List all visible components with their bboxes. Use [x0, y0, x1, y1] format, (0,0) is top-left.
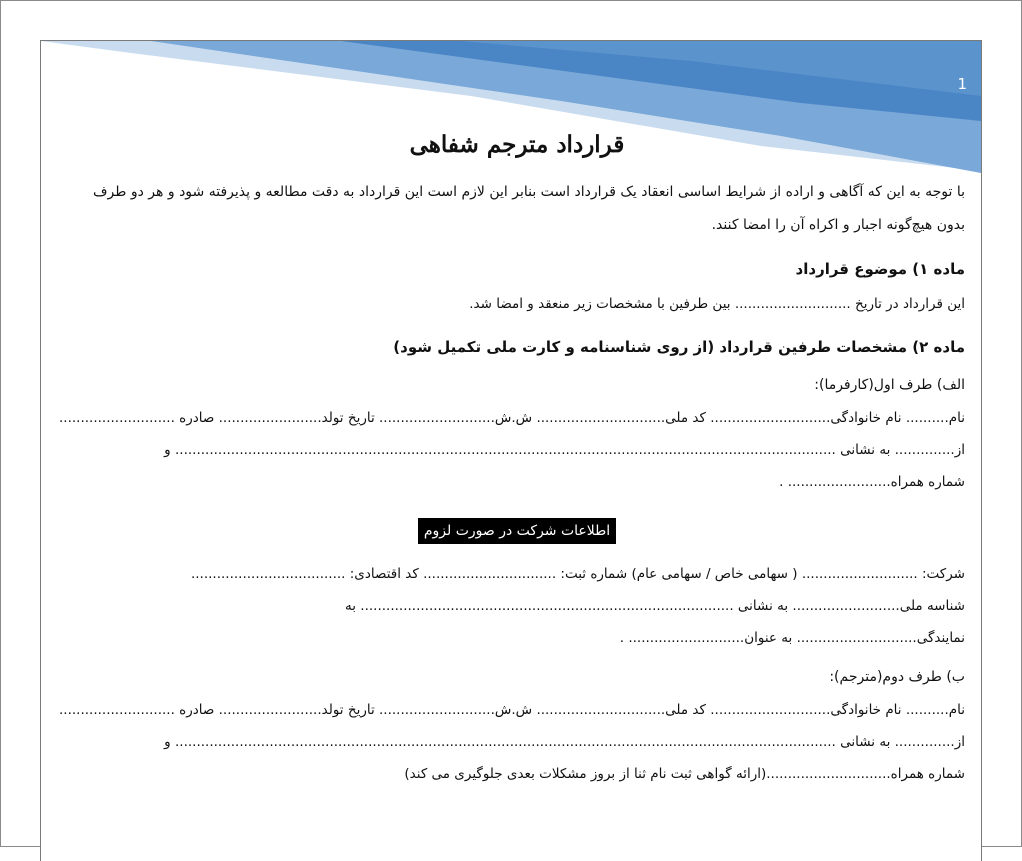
- party2-label: ب) طرف دوم(مترجم):: [829, 669, 965, 685]
- party1-name-field[interactable]: نام..........: [905, 410, 965, 426]
- article1-heading: ماده ۱) موضوع قرارداد: [795, 260, 965, 278]
- party1-family-field[interactable]: نام خانوادگی............................: [710, 410, 902, 426]
- party1-label: الف) طرف اول(کارفرما):: [814, 377, 965, 393]
- party1-row3: [69, 466, 965, 498]
- party1-birthdate-field[interactable]: تاریخ تولد........................: [218, 410, 375, 426]
- party2-row3: [69, 758, 965, 790]
- company-title-field[interactable]: به عنوان...........................: [628, 630, 793, 646]
- company-section-label-wrap: [69, 518, 965, 544]
- company-row1: [69, 558, 965, 590]
- article1-text: [69, 288, 965, 320]
- party1-mobile-field[interactable]: شماره همراه........................ .: [779, 474, 965, 490]
- party1-address-field[interactable]: ..........................................................................................................................................................: [174, 442, 836, 458]
- party1-issued-field[interactable]: صادره ...........................: [59, 410, 215, 426]
- party2-from-address-label: از.............. به نشانی: [840, 734, 965, 750]
- party1-row2: [69, 434, 965, 466]
- company-reg-number-field[interactable]: ( سهامی خاص / سهامی عام) شماره ثبت: ...............................: [423, 566, 798, 582]
- party1-national-code-field[interactable]: کد ملی..............................: [536, 410, 706, 426]
- article2-heading: ماده ۲) مشخصات طرفین قرارداد (از روی شناسنامه و کارت ملی تکمیل شود): [393, 338, 965, 356]
- party1-row2-end: و: [164, 442, 171, 458]
- company-name-field[interactable]: شرکت: ...........................: [801, 566, 965, 582]
- party1-row1: [59, 402, 965, 434]
- article1-text-b: بین طرفین با مشخصات زیر منعقد و امضا شد.: [469, 296, 735, 312]
- party2-row2-end: و: [164, 734, 171, 750]
- company-row2-end: به: [344, 598, 356, 614]
- company-national-id-field[interactable]: شناسه ملی.........................: [792, 598, 965, 614]
- article1-date-blank[interactable]: ...........................: [734, 296, 851, 312]
- party2-name-field[interactable]: نام..........: [905, 702, 965, 718]
- party1-from-address-label: از.............. به نشانی: [840, 442, 965, 458]
- party2-address-field[interactable]: ..........................................................................................................................................................: [174, 734, 836, 750]
- intro-paragraph: با توجه به این که آگاهی و اراده از شرایط اساسی انعقاد یک قرارداد است بنابر این لازم است این قرارداد به دقت مطالعه و پذیرفته شود و هر دو طرف بدون هیچ‌گونه اجبار و اکراه آن را امضا کنند.: [93, 184, 965, 233]
- party2-national-code-field[interactable]: کد ملی..............................: [536, 702, 706, 718]
- party1-id-number-field[interactable]: ش.ش...........................: [379, 410, 533, 426]
- party2-id-number-field[interactable]: ش.ش...........................: [379, 702, 533, 718]
- party2-birthdate-field[interactable]: تاریخ تولد........................: [218, 702, 375, 718]
- company-address-field[interactable]: به نشانی .......................................................................................: [360, 598, 789, 614]
- company-section-label: اطلاعات شرکت در صورت لزوم: [418, 518, 616, 544]
- party2-issued-field[interactable]: صادره ...........................: [59, 702, 215, 718]
- document-page: [40, 40, 982, 861]
- company-representative-field[interactable]: نمایندگی............................: [796, 630, 965, 646]
- company-row3: [69, 622, 965, 654]
- party2-row2: [69, 726, 965, 758]
- party2-row1: [59, 694, 965, 726]
- party2-mobile-field[interactable]: شماره همراه.............................(ارائه گواهی ثبت نام ثنا از بروز مشکلات بعدی جلوگیری می کند): [404, 766, 965, 782]
- document-title: قرارداد مترجم شفاهی: [409, 131, 625, 158]
- page-number: 1: [957, 75, 967, 93]
- company-row3-end: .: [619, 630, 625, 646]
- company-row2: [69, 590, 965, 622]
- document-body: [59, 131, 965, 790]
- company-economic-code-field[interactable]: کد اقتصادی: ....................................: [190, 566, 419, 582]
- article1-text-a: این قرارداد در تاریخ: [850, 296, 965, 312]
- party2-family-field[interactable]: نام خانوادگی............................: [710, 702, 902, 718]
